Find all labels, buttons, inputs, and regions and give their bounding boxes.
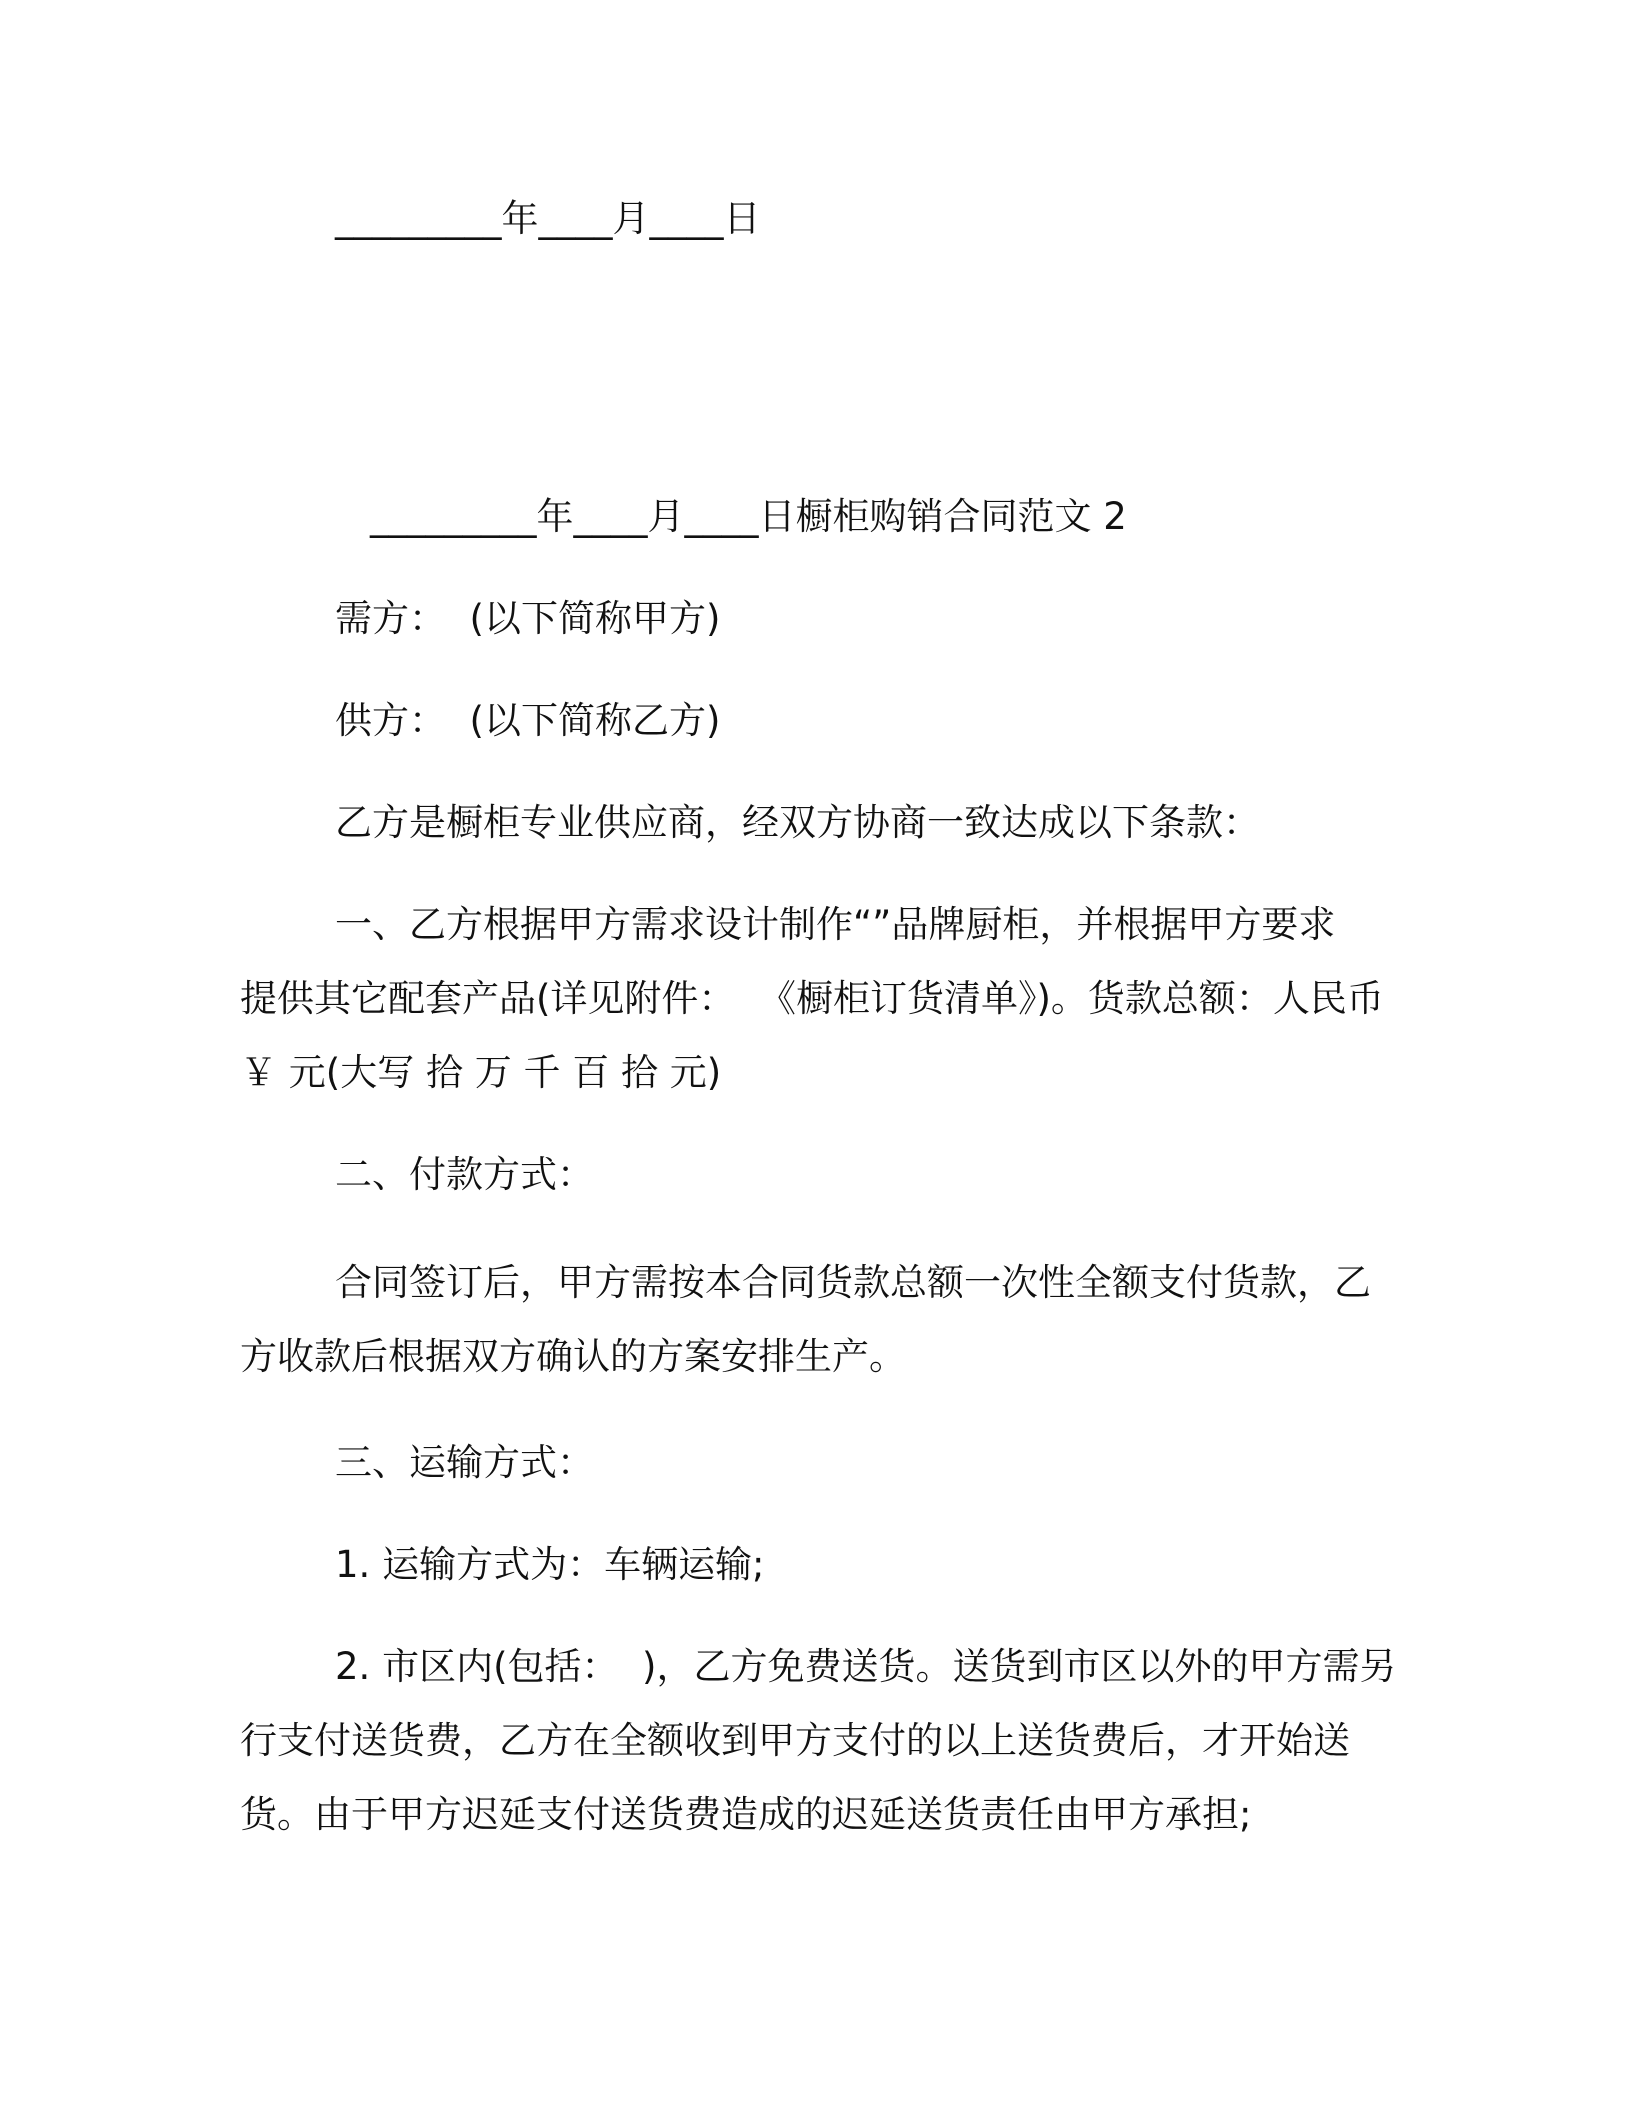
clause-3-heading: 三、运输方式： xyxy=(335,1441,594,1484)
clause-3-item-1: 1. 运输方式为：车辆运输; xyxy=(335,1543,765,1586)
clause-2-heading: 二、付款方式： xyxy=(335,1153,594,1196)
document-title: _________年____月____日橱柜购销合同范文 2 xyxy=(370,495,1127,538)
clause-1-line-2: 提供其它配套产品(详见附件： 《橱柜订货清单》)。货款总额：人民币 xyxy=(240,977,1384,1020)
clause-2-line-2: 方收款后根据双方确认的方案安排生产。 xyxy=(240,1335,906,1378)
clause-2-line-1: 合同签订后，甲方需按本合同货款总额一次性全额支付货款，乙 xyxy=(335,1261,1371,1304)
clause-1-line-1: 一、乙方根据甲方需求设计制作“”品牌厨柜，并根据甲方要求 xyxy=(335,903,1336,946)
clause-3-item-2-line-2: 行支付送货费，乙方在全额收到甲方支付的以上送货费后，才开始送 xyxy=(240,1719,1350,1762)
intro-paragraph: 乙方是橱柜专业供应商，经双方协商一致达成以下条款： xyxy=(335,801,1260,844)
clause-1-line-3: ￥ 元(大写 拾 万 千 百 拾 元) xyxy=(240,1051,722,1094)
clause-3-item-2-line-1: 2. 市区内(包括： )，乙方免费送货。送货到市区以外的甲方需另 xyxy=(335,1645,1397,1688)
clause-3-item-2-line-3: 货。由于甲方迟延支付送货费造成的迟延送货责任由甲方承担; xyxy=(240,1793,1252,1836)
seller-line: 供方： (以下简称乙方) xyxy=(335,699,721,742)
date-line: _________年____月____日 xyxy=(335,197,761,240)
buyer-line: 需方： (以下简称甲方) xyxy=(335,597,721,640)
